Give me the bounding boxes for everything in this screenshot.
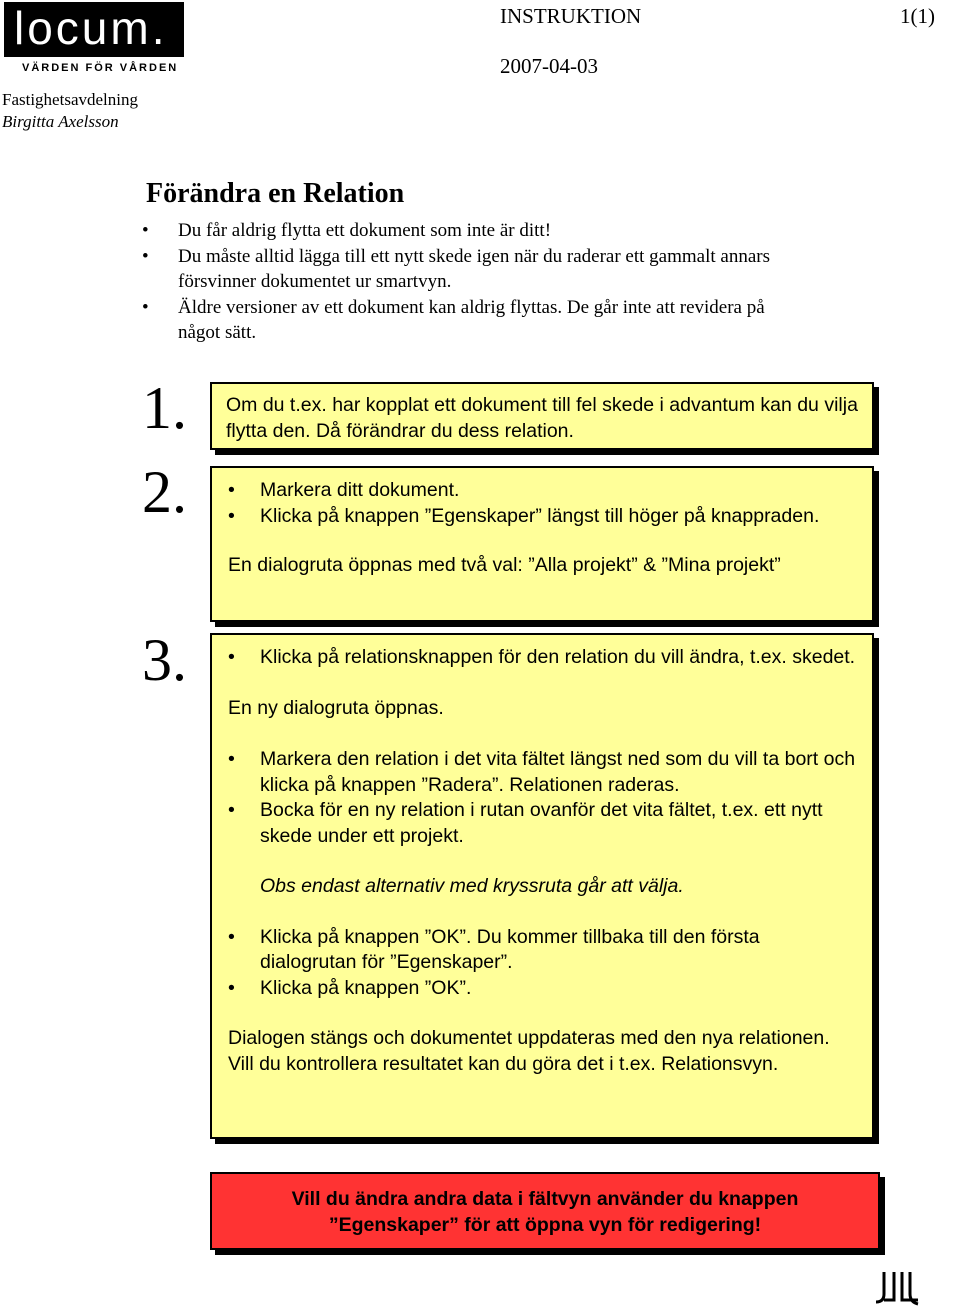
logo-tagline: VÄRDEN FÖR VÅRDEN — [22, 62, 179, 74]
step-3-note-a: En ny dialogruta öppnas. — [228, 696, 444, 719]
list-item: • Bocka för en ny relation i rutan ovanför det vita fältet, t.ex. ett nytt skede under ett projekt. — [228, 798, 858, 849]
document-date: 2007-04-03 — [500, 54, 598, 78]
step-2-note: En dialogruta öppnas med två val: ”Alla projekt” & ”Mina projekt” — [228, 554, 781, 576]
author: Birgitta Axelsson — [2, 112, 119, 131]
list-item: • Markera den relation i det vita fältet längst ned som du vill ta bort och klicka på knappen ”Radera”. Relationen raderas. — [228, 747, 858, 798]
step-3-bullet-list-c — [228, 925, 858, 1002]
step-2-box — [210, 466, 874, 622]
document-type: INSTRUKTION — [500, 4, 642, 28]
step-3-italic-note: Obs endast alternativ med kryssruta går att välja. — [260, 875, 684, 897]
list-item: • Du får aldrig flytta ett dokument som inte är ditt! — [142, 218, 782, 244]
list-item: • Du måste alltid lägga till ett nytt skede igen när du raderar ett gammalt annars försvinner dokumentet ur smartvyn. — [142, 244, 782, 295]
list-item: • Markera ditt dokument. — [228, 478, 858, 504]
step-1-box — [210, 382, 874, 450]
intro-bullet-list — [142, 218, 782, 346]
locum-logo: locum. — [4, 2, 184, 57]
step-2-bullet-list — [228, 478, 858, 529]
page-title: Förändra en Relation — [146, 178, 405, 209]
list-item: • Klicka på relationsknappen för den relation du vill ändra, t.ex. skedet. — [228, 645, 858, 671]
list-item: • Klicka på knappen ”OK”. — [228, 976, 858, 1002]
step-3-box — [210, 633, 874, 1139]
department: Fastighetsavdelning — [2, 90, 138, 109]
step-number-1: 1. — [142, 375, 187, 441]
list-item: • Klicka på knappen ”OK”. Du kommer tillbaka till den första dialogrutan för ”Egenskaper”. — [228, 925, 858, 976]
jll-logo-icon — [874, 1270, 920, 1306]
page-number: 1(1) — [900, 4, 935, 28]
list-item: • Äldre versioner av ett dokument kan aldrig flyttas. De går inte att revidera på något sätt. — [142, 295, 782, 346]
step-3-closing: Dialogen stängs och dokumentet uppdateras med den nya relationen. Vill du kontrollera resultatet kan du göra det i t.ex. Relationsvyn. — [228, 1027, 830, 1075]
red-note-text: Vill du ändra andra data i fältvyn använder du knappen ”Egenskaper” för att öppna vyn för redigering! — [291, 1188, 799, 1236]
step-3-bullet-list-a — [228, 645, 858, 671]
step-1-text: Om du t.ex. har kopplat ett dokument till fel skede i advantum kan du vilja flytta den. Då förändrar du dess relation. — [226, 394, 858, 442]
step-number-3: 3. — [142, 627, 187, 693]
step-3-bullet-list-b — [228, 747, 858, 849]
list-item: • Klicka på knappen ”Egenskaper” längst till höger på knappraden. — [228, 504, 858, 530]
step-number-2: 2. — [142, 459, 187, 525]
red-note-box — [210, 1172, 880, 1250]
